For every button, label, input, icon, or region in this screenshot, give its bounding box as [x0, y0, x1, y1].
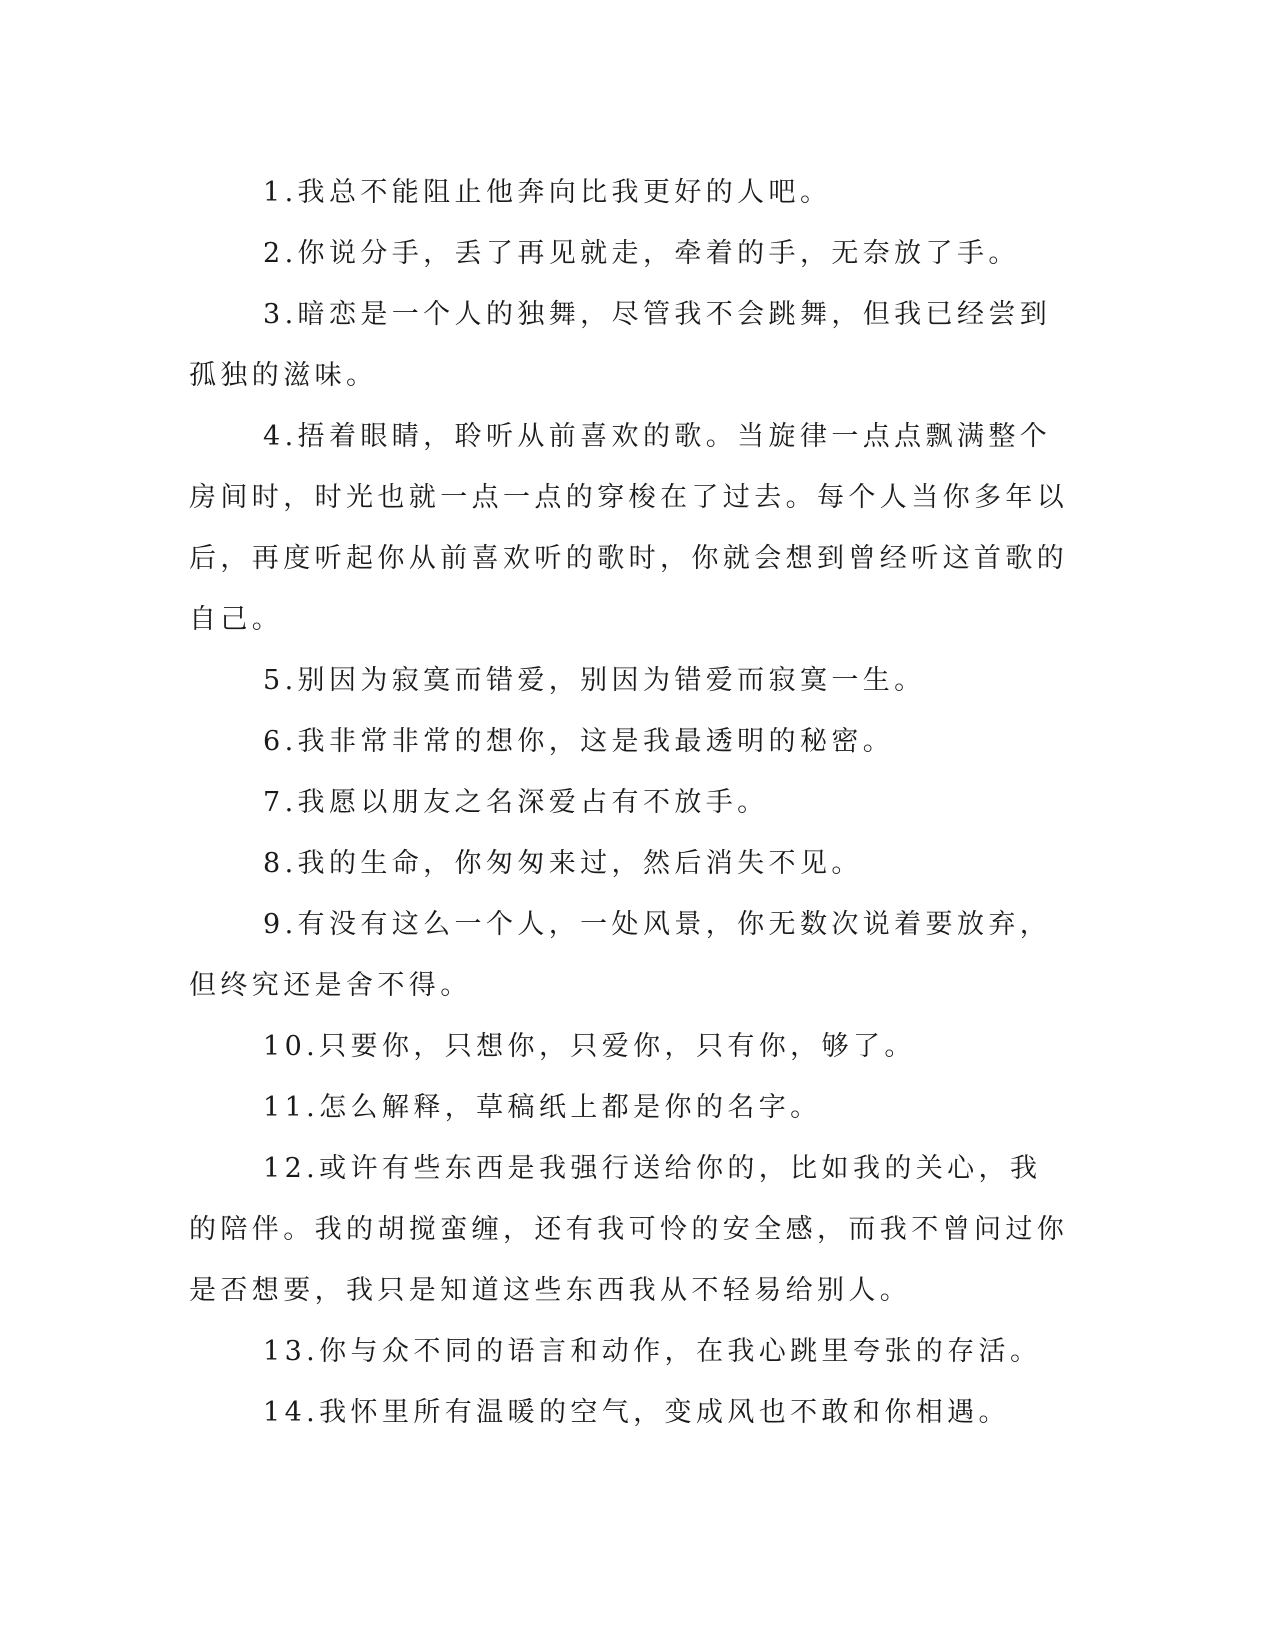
document-body: [189, 162, 1069, 1443]
paragraph-14: 14.我怀里所有温暖的空气，变成风也不敢和你相遇。: [263, 1397, 1010, 1428]
paragraph-6: 6.我非常非常的想你，这是我最透明的秘密。: [263, 726, 895, 757]
paragraph-2: 2.你说分手，丢了再见就走，牵着的手，无奈放了手。: [263, 238, 1020, 269]
paragraph-13: 13.你与众不同的语言和动作，在我心跳里夸张的存活。: [263, 1336, 1042, 1367]
paragraph-5: 5.别因为寂寞而错爱，别因为错爱而寂寞一生。: [263, 665, 926, 696]
paragraph-9: 9.有没有这么一个人，一处风景，你无数次说着要放弃，但终究还是舍不得。: [189, 909, 1052, 1001]
paragraph-8: 8.我的生命，你匆匆来过，然后消失不见。: [263, 848, 863, 879]
paragraph-11: 11.怎么解释，草稿纸上都是你的名字。: [263, 1092, 822, 1123]
paragraph-4: 4.捂着眼睛，聆听从前喜欢的歌。当旋律一点点飘满整个房间时，时光也就一点一点的穿梭在了过去。每个人当你多年以后，再度听起你从前喜欢听的歌时，你就会想到曾经听这首歌的自己。: [189, 421, 1069, 635]
paragraph-10: 10.只要你，只想你，只爱你，只有你，够了。: [263, 1031, 916, 1062]
paragraph-1: 1.我总不能阻止他奔向比我更好的人吧。: [263, 177, 832, 208]
paragraph-3: 3.暗恋是一个人的独舞，尽管我不会跳舞，但我已经尝到孤独的滋味。: [189, 299, 1052, 391]
paragraph-7: 7.我愿以朋友之名深爱占有不放手。: [263, 787, 769, 818]
paragraph-12: 12.或许有些东西是我强行送给你的，比如我的关心，我的陪伴。我的胡搅蛮缠，还有我可怜的安全感，而我不曾问过你是否想要，我只是知道这些东西我从不轻易给别人。: [189, 1153, 1069, 1306]
